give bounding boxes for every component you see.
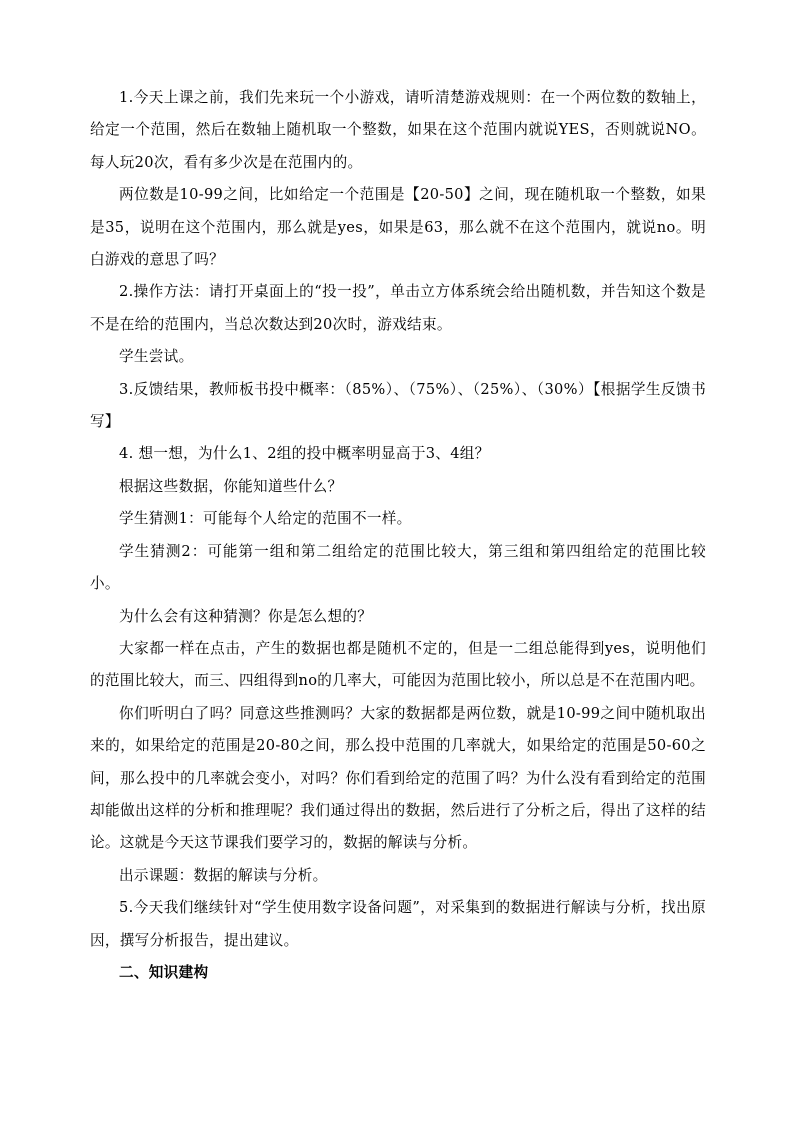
paragraph-data-question: 根据这些数据，你能知道些什么？ [119, 477, 343, 495]
paragraph-student-reasoning: 大家都一样在点击，产生的数据也都是随机不定的，但是一二组总能得到yes，说明他们的范围比较大，而三、四组得到no的几率大，可能因为范围比较小，所以总是不在范围内吧。 [90, 639, 706, 690]
paragraph-why-guess: 为什么会有这种猜测？你是怎么想的？ [119, 607, 373, 625]
paragraph-show-topic: 出示课题：数据的解读与分析。 [119, 866, 328, 884]
section-heading: 二、知识建构 [119, 963, 209, 981]
paragraph-range-example: 两位数是10-99之间，比如给定一个范围是【20-50】之间，现在随机取一个整数，如果是35，说明在这个范围内，那么就是yes，如果是63，那么就不在这个范围内，就说no。明白游戏的意思了吗？ [90, 186, 706, 269]
paragraph-feedback-results: 3.反馈结果，教师板书投中概率：（85%）、（75%）、（25%）、（30%）【根据学生反馈书写】 [90, 380, 706, 431]
paragraph-operation-method: 2.操作方法：请打开桌面上的“投一投”，单击立方体系统会给出随机数，并告知这个数是不是在给的范围内，当总次数达到20次时，游戏结束。 [90, 283, 706, 333]
paragraph-guess-2: 学生猜测2：可能第一组和第二组给定的范围比较大，第三组和第四组给定的范围比较小。 [90, 542, 706, 593]
paragraph-think-question: 4. 想一想，为什么1、2组的投中概率明显高于3、4组？ [119, 445, 490, 463]
paragraph-teacher-summary: 你们听明白了吗？同意这些推测吗？大家的数据都是两位数，就是10-99之间中随机取出来的，如果给定的范围是20-80之间，那么投中范围的几率就大，如果给定的范围是50-60之间，那么投中的几率就会变小，对吗？你们看到给定的范围了吗？为什么没有看到给定的范围却能做出这样的分析和推理呢？我们通过得出的数据，然后进行了分析之后，得出了这样的结论。这就是今天这节课我们要学习的，数据的解读与分析。 [90, 704, 706, 852]
paragraph-continue-task: 5.今天我们继续针对“学生使用数字设备问题”，对采集到的数据进行解读与分析，找出原因，撰写分析报告，提出建议。 [90, 899, 706, 949]
document-body [90, 82, 706, 989]
paragraph-game-intro: 1.今天上课之前，我们先来玩一个小游戏，请听清楚游戏规则：在一个两位数的数轴上，给定一个范围，然后在数轴上随机取一个整数，如果在这个范围内就说YES，否则就说NO。每人玩20次，看有多少次是在范围内的。 [90, 89, 706, 171]
paragraph-student-try: 学生尝试。 [119, 348, 194, 366]
paragraph-guess-1: 学生猜测1：可能每个人给定的范围不一样。 [119, 510, 412, 528]
